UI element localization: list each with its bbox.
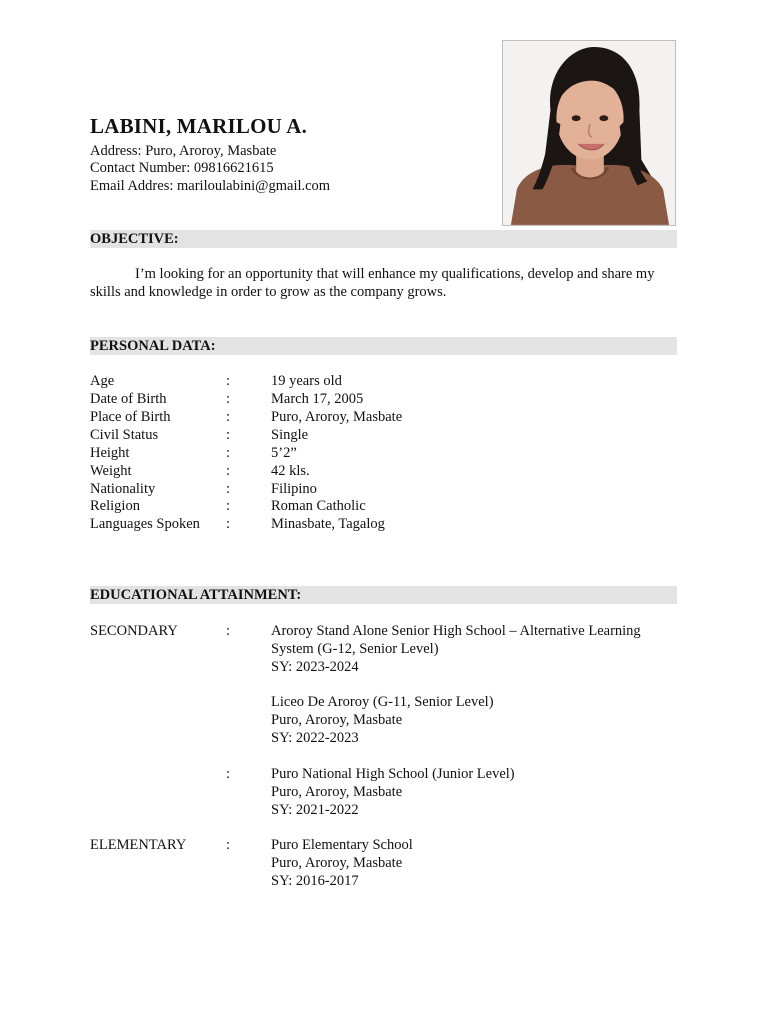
email-line [90, 177, 330, 195]
school-line: Puro, Aroroy, Masbate [271, 784, 403, 800]
personal-label: Age [90, 373, 115, 389]
separator-colon: : [226, 427, 231, 443]
personal-value: 19 years old [271, 373, 342, 389]
secondary-label: SECONDARY [90, 623, 178, 639]
personal-value: Minasbate, Tagalog [271, 516, 385, 532]
separator-colon: : [226, 373, 231, 389]
personal-label: Height [90, 445, 130, 461]
education-section-bar [90, 586, 677, 604]
objective-paragraph [90, 265, 680, 301]
personal-data-heading: PERSONAL DATA: [90, 338, 216, 354]
contact-label: Contact Number: [90, 160, 191, 176]
applicant-name: LABINI, MARILOU A. [90, 114, 308, 138]
contact-line [90, 159, 274, 177]
school-line: Puro Elementary School [271, 837, 413, 853]
contact-value: 09816621615 [193, 160, 274, 176]
school-entry [271, 622, 681, 676]
separator-colon: : [226, 391, 231, 407]
address-line [90, 142, 276, 160]
personal-data-section-bar [90, 337, 677, 355]
personal-label: Date of Birth [90, 391, 167, 407]
school-entry [271, 765, 681, 819]
personal-label: Weight [90, 463, 132, 479]
school-line: Aroroy Stand Alone Senior High School – Alternative Learning [271, 623, 641, 639]
address-label: Address: [90, 143, 142, 159]
personal-label: Languages Spoken [90, 516, 200, 532]
school-line: SY: 2023-2024 [271, 659, 359, 675]
separator-colon: : [226, 409, 231, 425]
profile-photo-image [503, 41, 675, 225]
school-line: Puro, Aroroy, Masbate [271, 855, 403, 871]
school-line: System (G-12, Senior Level) [271, 641, 439, 657]
personal-label: Civil Status [90, 427, 159, 443]
objective-heading: OBJECTIVE: [90, 231, 179, 247]
personal-value: March 17, 2005 [271, 391, 364, 407]
profile-photo [502, 40, 676, 226]
personal-value: Single [271, 427, 309, 443]
personal-value: Puro, Aroroy, Masbate [271, 409, 403, 425]
separator-colon: : [226, 766, 231, 782]
objective-section-bar [90, 230, 677, 248]
personal-value: 42 kls. [271, 463, 310, 479]
school-line: Puro National High School (Junior Level) [271, 766, 515, 782]
separator-colon: : [226, 623, 231, 639]
personal-value: Roman Catholic [271, 498, 366, 514]
separator-colon: : [226, 498, 231, 514]
elementary-label: ELEMENTARY [90, 837, 187, 853]
school-line: SY: 2016-2017 [271, 873, 359, 889]
school-line: SY: 2021-2022 [271, 802, 359, 818]
email-label: Email Addres: [90, 178, 174, 194]
separator-colon: : [226, 445, 231, 461]
personal-value: Filipino [271, 481, 317, 497]
separator-colon: : [226, 837, 231, 853]
personal-label: Place of Birth [90, 409, 171, 425]
personal-label: Nationality [90, 481, 156, 497]
separator-colon: : [226, 516, 231, 532]
email-value: mariloulabini@gmail.com [177, 178, 331, 194]
separator-colon: : [226, 481, 231, 497]
personal-value: 5’2” [271, 445, 297, 461]
separator-colon: : [226, 463, 231, 479]
objective-text: I’m looking for an opportunity that will enhance my qualifications, develop and share my skills and knowledge in order to grow as the company grows. [90, 266, 655, 300]
school-entry [271, 836, 681, 890]
education-heading: EDUCATIONAL ATTAINMENT: [90, 587, 302, 603]
school-line: SY: 2022-2023 [271, 730, 359, 746]
address-value: Puro, Aroroy, Masbate [145, 143, 277, 159]
school-line: Puro, Aroroy, Masbate [271, 712, 403, 728]
school-entry [271, 693, 681, 747]
school-line: Liceo De Aroroy (G-11, Senior Level) [271, 694, 494, 710]
personal-label: Religion [90, 498, 140, 514]
